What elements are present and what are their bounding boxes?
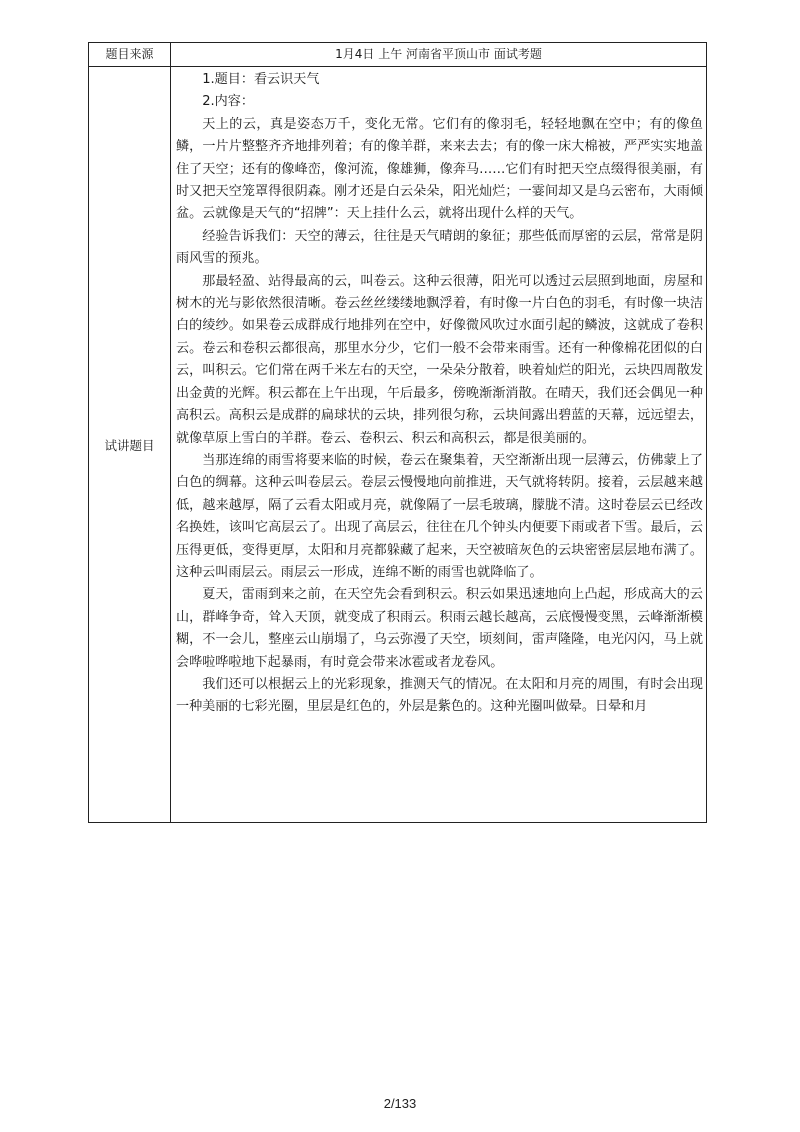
topic-content-cell: [171, 67, 707, 823]
source-value: 1月4日 上午 河南省平顶山市 面试考题: [171, 43, 707, 67]
topic-row: [89, 67, 707, 823]
topic-label: 试讲题目: [89, 67, 171, 823]
paragraph: 天上的云，真是姿态万千，变化无常。它们有的像羽毛，轻轻地飘在空中；有的像鱼鳞，一片片整整齐齐地排列着；有的像羊群，来来去去；有的像一床大棉被，严严实实地盖住了天空；还有的像峰峦，像河流，像雄狮，像奔马……它们有时把天空点缀得很美丽，有时又把天空笼罩得很阴森。刚才还是白云朵朵，阳光灿烂；一霎间却又是乌云密布，大雨倾盆。云就像是天气的“招牌”：天上挂什么云，就将出现什么样的天气。: [176, 116, 703, 222]
topic-content: [171, 67, 706, 719]
content-line: 2.内容：: [202, 94, 254, 110]
paragraph: 夏天，雷雨到来之前，在天空先会看到积云。积云如果迅速地向上凸起，形成高大的云山，群峰争奇，耸入天顶，就变成了积雨云。积雨云越长越高，云底慢慢变黑，云峰渐渐模糊，不一会儿，整座云山崩塌了，乌云弥漫了天空，顷刻间，雷声隆隆，电光闪闪，马上就会哗啦哗啦地下起暴雨，有时竟会带来冰雹或者龙卷风。: [176, 587, 703, 670]
exam-table: [88, 42, 707, 823]
source-label: 题目来源: [89, 43, 171, 67]
paragraph: 经验告诉我们：天空的薄云，往往是天气晴朗的象征；那些低而厚密的云层，常常是阴雨风雪的预兆。: [176, 228, 703, 267]
paragraph: 那最轻盈、站得最高的云，叫卷云。这种云很薄，阳光可以透过云层照到地面，房屋和树木的光与影依然很清晰。卷云丝丝缕缕地飘浮着，有时像一片白色的羽毛，有时像一块洁白的绫纱。如果卷云成群成行地排列在空中，好像微风吹过水面引起的鳞波，这就成了卷积云。卷云和卷积云都很高，那里水分少，它们一般不会带来雨雪。还有一种像棉花团似的白云，叫积云。它们常在两千米左右的天空，一朵朵分散着，映着灿烂的阳光，云块四周散发出金黄的光辉。积云都在上午出现，午后最多，傍晚渐渐消散。在晴天，我们还会偶见一种高积云。高积云是成群的扁球状的云块，排列很匀称，云块间露出碧蓝的天幕，远远望去，就像草原上雪白的羊群。卷云、卷积云、积云和高积云，都是很美丽的。: [176, 273, 703, 446]
paragraph: 我们还可以根据云上的光彩现象，推测天气的情况。在太阳和月亮的周围，有时会出现一种美丽的七彩光圈，里层是红色的，外层是紫色的。这种光圈叫做晕。日晕和月: [176, 676, 703, 715]
page-number: 2/133: [383, 1096, 417, 1111]
title-line: 1.题目：看云识天气: [202, 72, 320, 87]
paragraph: 当那连绵的雨雪将要来临的时候，卷云在聚集着，天空渐渐出现一层薄云，仿佛蒙上了白色的绸幕。这种云叫卷层云。卷层云慢慢地向前推进，天气就将转阴。接着，云层越来越低，越来越厚，隔了云看太阳或月亮，就像隔了一层毛玻璃，朦胧不清。这时卷层云已经改名换姓，该叫它高层云了。出现了高层云，往往在几个钟头内便要下雨或者下雪。最后，云压得更低，变得更厚，太阳和月亮都躲藏了起来，天空被暗灰色的云块密密层层地布满了。这种云叫雨层云。雨层云一形成，连绵不断的雨雪也就降临了。: [176, 452, 703, 580]
source-row: [89, 43, 707, 67]
